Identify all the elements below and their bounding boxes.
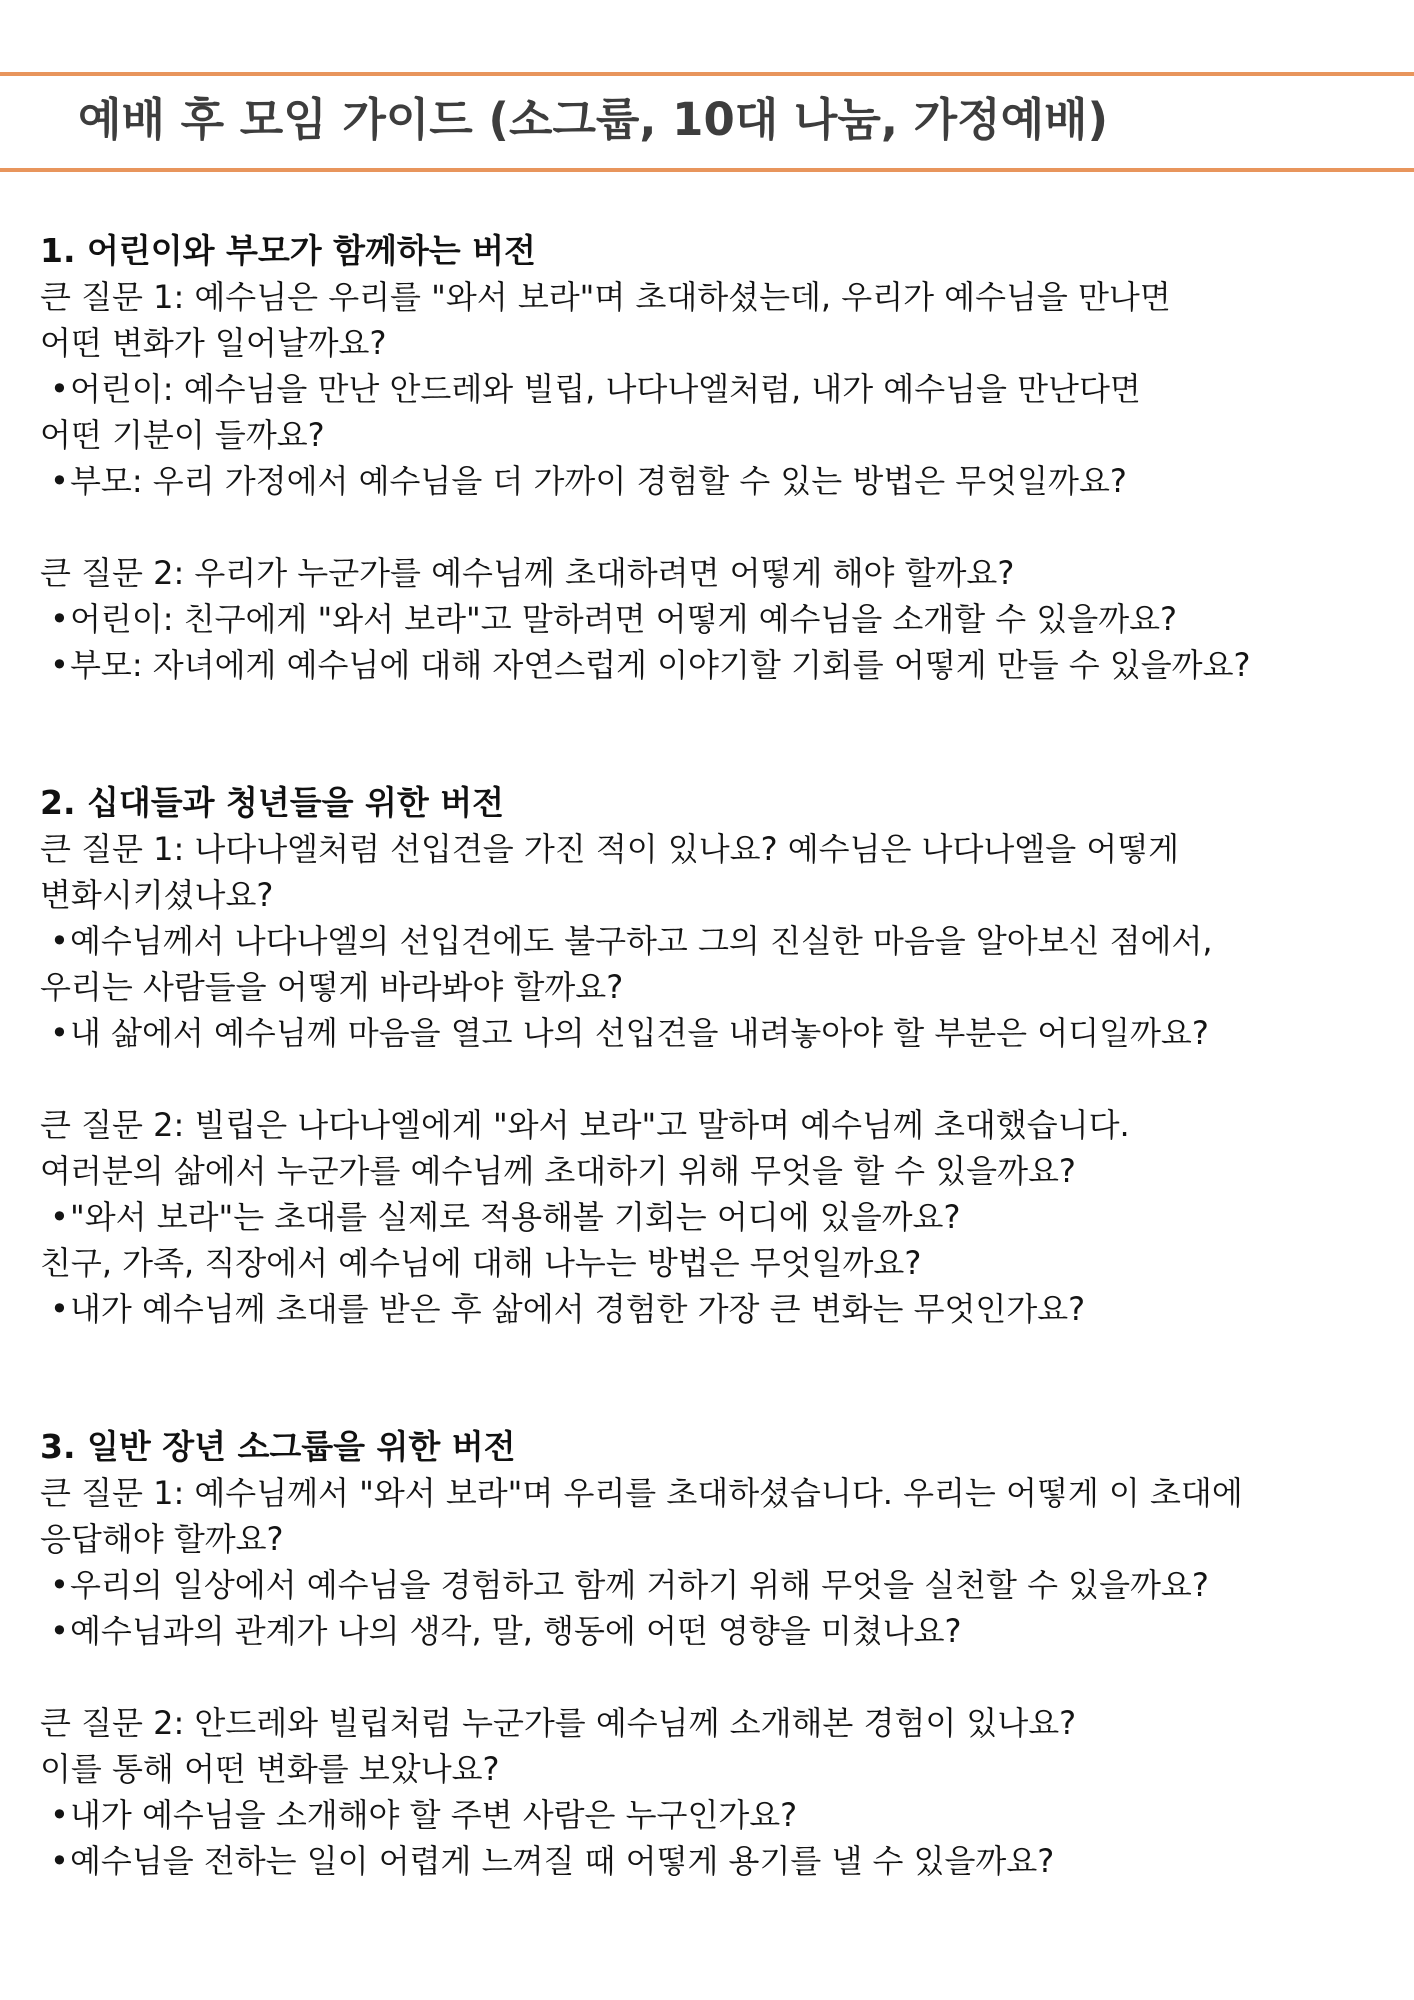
question-block — [40, 550, 1390, 688]
question-line: 큰 질문 1: 나다나엘처럼 선입견을 가진 적이 있나요? 예수님은 나다나엘을 어떻게 — [40, 830, 1180, 868]
section-heading: 2. 십대들과 청년들을 위한 버전 — [40, 783, 504, 822]
question-block — [40, 826, 1390, 1056]
question-line: 응답해야 할까요? — [40, 1520, 284, 1558]
section-3 — [40, 1424, 1390, 1884]
bullet-item: • 예수님과의 관계가 나의 생각, 말, 행동에 어떤 영향을 미쳤나요? — [40, 1608, 1390, 1654]
bullet-item: • 부모: 우리 가정에서 예수님을 더 가까이 경험할 수 있는 방법은 무엇일까요? — [40, 458, 1390, 504]
document-body — [40, 228, 1390, 1884]
question-block — [40, 1470, 1390, 1654]
question-line: 친구, 가족, 직장에서 예수님에 대해 나누는 방법은 무엇일까요? — [40, 1244, 922, 1282]
bullet-item: • 우리의 일상에서 예수님을 경험하고 함께 거하기 위해 무엇을 실천할 수 있을까요? — [40, 1562, 1390, 1608]
bullet-item: • 예수님을 전하는 일이 어렵게 느껴질 때 어떻게 용기를 낼 수 있을까요? — [40, 1838, 1390, 1884]
bullet-item: • 내 삶에서 예수님께 마음을 열고 나의 선입견을 내려놓아야 할 부분은 어디일까요? — [40, 1010, 1390, 1056]
question-line: 큰 질문 1: 예수님께서 "와서 보라"며 우리를 초대하셨습니다. 우리는 어떻게 이 초대에 — [40, 1474, 1243, 1512]
question-line: 어떤 변화가 일어날까요? — [40, 324, 387, 362]
bullet-item: • 어린이: 예수님을 만난 안드레와 빌립, 나다나엘처럼, 내가 예수님을 만난다면 — [40, 366, 1390, 412]
bullet-item: • 어린이: 친구에게 "와서 보라"고 말하려면 어떻게 예수님을 소개할 수 있을까요? — [40, 596, 1390, 642]
bullet-item: • "와서 보라"는 초대를 실제로 적용해볼 기회는 어디에 있을까요? — [40, 1194, 1390, 1240]
section-heading: 1. 어린이와 부모가 함께하는 버전 — [40, 231, 536, 270]
question-line: 큰 질문 2: 빌립은 나다나엘에게 "와서 보라"고 말하며 예수님께 초대했습니다. — [40, 1106, 1130, 1144]
bullet-item: • 내가 예수님께 초대를 받은 후 삶에서 경험한 가장 큰 변화는 무엇인가요? — [40, 1286, 1390, 1332]
section-heading: 3. 일반 장년 소그룹을 위한 버전 — [40, 1427, 516, 1466]
question-line: 어떤 기분이 들까요? — [40, 416, 325, 454]
question-block — [40, 1700, 1390, 1884]
title-top-divider — [0, 72, 1414, 76]
question-block — [40, 1102, 1390, 1332]
title-bottom-divider — [0, 168, 1414, 172]
question-line: 우리는 사람들을 어떻게 바라봐야 할까요? — [40, 968, 624, 1006]
question-line: 여러분의 삶에서 누군가를 예수님께 초대하기 위해 무엇을 할 수 있을까요? — [40, 1152, 1076, 1190]
question-line: 이를 통해 어떤 변화를 보았나요? — [40, 1750, 500, 1788]
question-line: 변화시키셨나요? — [40, 876, 274, 914]
question-line: 큰 질문 2: 우리가 누군가를 예수님께 초대하려면 어떻게 해야 할까요? — [40, 554, 1015, 592]
document-title: 예배 후 모임 가이드 (소그룹, 10대 나눔, 가정예배) — [78, 93, 1109, 146]
section-2 — [40, 780, 1390, 1332]
bullet-item: • 부모: 자녀에게 예수님에 대해 자연스럽게 이야기할 기회를 어떻게 만들 수 있을까요? — [40, 642, 1390, 688]
question-line: 큰 질문 2: 안드레와 빌립처럼 누군가를 예수님께 소개해본 경험이 있나요? — [40, 1704, 1077, 1742]
bullet-item: • 내가 예수님을 소개해야 할 주변 사람은 누구인가요? — [40, 1792, 1390, 1838]
question-line: 큰 질문 1: 예수님은 우리를 "와서 보라"며 초대하셨는데, 우리가 예수님을 만나면 — [40, 278, 1171, 316]
question-block — [40, 274, 1390, 504]
section-1 — [40, 228, 1390, 688]
bullet-item: • 예수님께서 나다나엘의 선입견에도 불구하고 그의 진실한 마음을 알아보신 점에서, — [40, 918, 1390, 964]
